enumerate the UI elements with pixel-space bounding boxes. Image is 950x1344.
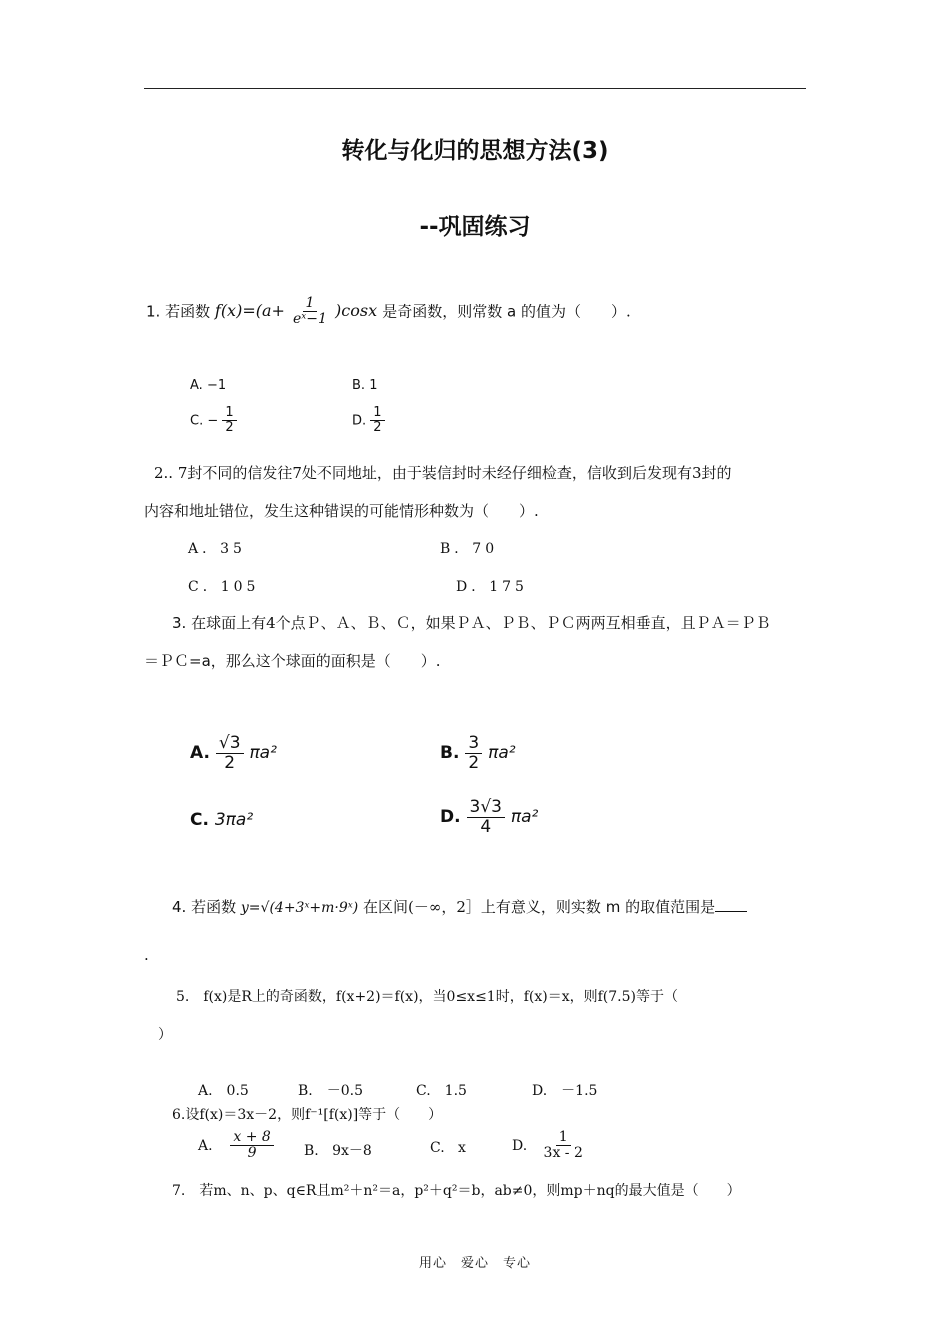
formula: y=√(4+3ˣ+m·9ˣ) xyxy=(240,900,359,916)
option-value: −1 xyxy=(206,378,227,393)
option-label: C. xyxy=(430,1140,445,1156)
option-d: D. －1.5 xyxy=(532,1083,598,1099)
option-label: B. xyxy=(304,1143,319,1159)
fraction-numerator: 1 xyxy=(303,296,318,312)
option-c xyxy=(190,406,237,436)
option-tail: πa² xyxy=(510,807,539,828)
fraction-denominator: 2 xyxy=(225,420,234,436)
option-b xyxy=(352,378,377,393)
question-text: 若函数 xyxy=(191,898,237,916)
question-text: 的值为（ ）. xyxy=(520,302,631,321)
option-a xyxy=(190,734,277,772)
fraction-numerator: 1 xyxy=(556,1130,571,1146)
option-a: A. 0.5 xyxy=(198,1083,249,1099)
question-number: 3. xyxy=(172,614,187,632)
option-label: A. xyxy=(190,378,203,393)
variable: m xyxy=(605,898,621,916)
question-3-line-1 xyxy=(172,612,771,633)
fraction-numerator: 3√3 xyxy=(467,798,505,818)
header-rule xyxy=(144,88,806,89)
question-text: 是奇函数，则常数 xyxy=(382,302,503,321)
option-value: 1 xyxy=(369,378,378,393)
page-subtitle: --巩固练习 xyxy=(419,214,531,240)
fraction-denominator: 2 xyxy=(373,420,382,436)
fraction-numerator: 1 xyxy=(370,406,384,421)
option-label: A. xyxy=(190,743,210,764)
option-a xyxy=(190,378,226,393)
question-3-line-2 xyxy=(144,650,441,671)
question-text: ＝ＰＣ= xyxy=(144,652,202,670)
option-fraction xyxy=(370,406,384,436)
fraction-denominator: 9 xyxy=(247,1145,257,1162)
question-text: 在区间(－∞，2］上有意义，则实数 xyxy=(363,898,601,916)
option-label: D. xyxy=(352,413,367,429)
option-fraction xyxy=(216,734,244,772)
option-fraction xyxy=(222,406,236,436)
question-4-end: . xyxy=(144,946,149,964)
formula-rhs: )cosx xyxy=(335,301,378,321)
option-value: − xyxy=(207,413,219,429)
option-value: 9x－8 xyxy=(332,1143,372,1159)
fraction-numerator: 3 xyxy=(465,734,482,754)
option-b xyxy=(304,1140,372,1160)
option-fraction xyxy=(465,734,482,772)
question-2-line-2: 内容和地址错位，发生这种错误的可能情形种数为（ ）. xyxy=(144,502,539,520)
question-4 xyxy=(172,896,747,917)
question-5-line-1: 5. f(x)是R上的奇函数，f(x+2)＝f(x)，当0≤x≤1时，f(x)＝x，则f(7.5)等于（ xyxy=(176,989,678,1005)
fraction-denominator: eˣ−1 xyxy=(293,311,327,328)
variable: a xyxy=(506,302,517,321)
option-a: A．35 xyxy=(188,541,246,557)
question-text: 若函数 xyxy=(165,302,211,321)
page-title: 转化与化归的思想方法(3) xyxy=(341,138,609,164)
option-b: B．70 xyxy=(440,541,499,557)
option-label: D. xyxy=(512,1137,528,1154)
fraction-numerator: 1 xyxy=(222,406,236,421)
option-d xyxy=(352,406,385,436)
option-label: D. xyxy=(440,807,461,828)
question-5-line-2: ） xyxy=(158,1027,172,1043)
option-fraction xyxy=(230,1130,273,1162)
option-d xyxy=(512,1130,586,1162)
question-7: 7. 若m、n、p、q∈R且m²＋n²＝a，p²＋q²＝b，ab≠0，则mp＋nq的最大值是（ ） xyxy=(172,1183,741,1199)
option-label: C. xyxy=(190,810,209,830)
question-number: 4. xyxy=(172,898,187,916)
question-2-line-1: 2.. 7封不同的信发往7处不同地址，由于装信封时未经仔细检查，信收到后发现有3封的 xyxy=(154,464,732,482)
fraction-denominator: 4 xyxy=(480,816,492,837)
option-c xyxy=(430,1140,466,1156)
fraction-numerator: √3 xyxy=(216,734,244,754)
question-text: 在球面上有4个点Ｐ、Ａ、Ｂ、Ｃ，如果ＰＡ、ＰＢ、ＰＣ两两互相垂直，且ＰＡ＝ＰＢ xyxy=(191,614,771,632)
page-footer: 用心 爱心 专心 xyxy=(418,1256,531,1271)
formula xyxy=(214,295,382,328)
question-number: 1. xyxy=(146,302,161,321)
option-label: A. xyxy=(198,1137,213,1154)
question-text: 的取值范围是 xyxy=(625,898,716,916)
option-c xyxy=(190,810,253,830)
question-text: ，那么这个球面的面积是（ ）. xyxy=(210,652,441,670)
formula-fraction xyxy=(290,296,330,328)
option-b xyxy=(440,734,516,772)
option-value: x xyxy=(458,1140,466,1156)
option-label: B. xyxy=(440,743,460,764)
question-1 xyxy=(146,296,631,328)
option-label: B. xyxy=(352,378,366,393)
option-c: C．105 xyxy=(188,579,260,595)
option-b: B. －0.5 xyxy=(298,1083,364,1099)
option-value: 3πa² xyxy=(214,810,254,830)
option-c: C. 1.5 xyxy=(416,1083,467,1099)
fraction-numerator: x + 8 xyxy=(230,1130,273,1146)
variable: a xyxy=(201,652,211,670)
fraction-denominator: 2 xyxy=(224,752,236,773)
option-d xyxy=(440,798,538,836)
option-fraction xyxy=(467,798,505,836)
fraction-denominator: 2 xyxy=(468,752,480,773)
option-fraction xyxy=(541,1130,586,1162)
option-tail: πa² xyxy=(488,743,516,764)
option-a xyxy=(198,1130,274,1162)
option-tail: πa² xyxy=(249,743,277,764)
option-label: C. xyxy=(190,413,204,429)
answer-blank xyxy=(715,897,747,912)
fraction-denominator: 3x - 2 xyxy=(543,1145,583,1162)
formula-lhs: f(x)=(a+ xyxy=(214,301,285,321)
option-d: D．175 xyxy=(456,579,528,595)
question-6: 6.设f(x)＝3x－2，则f⁻¹[f(x)]等于（ ） xyxy=(172,1107,443,1123)
